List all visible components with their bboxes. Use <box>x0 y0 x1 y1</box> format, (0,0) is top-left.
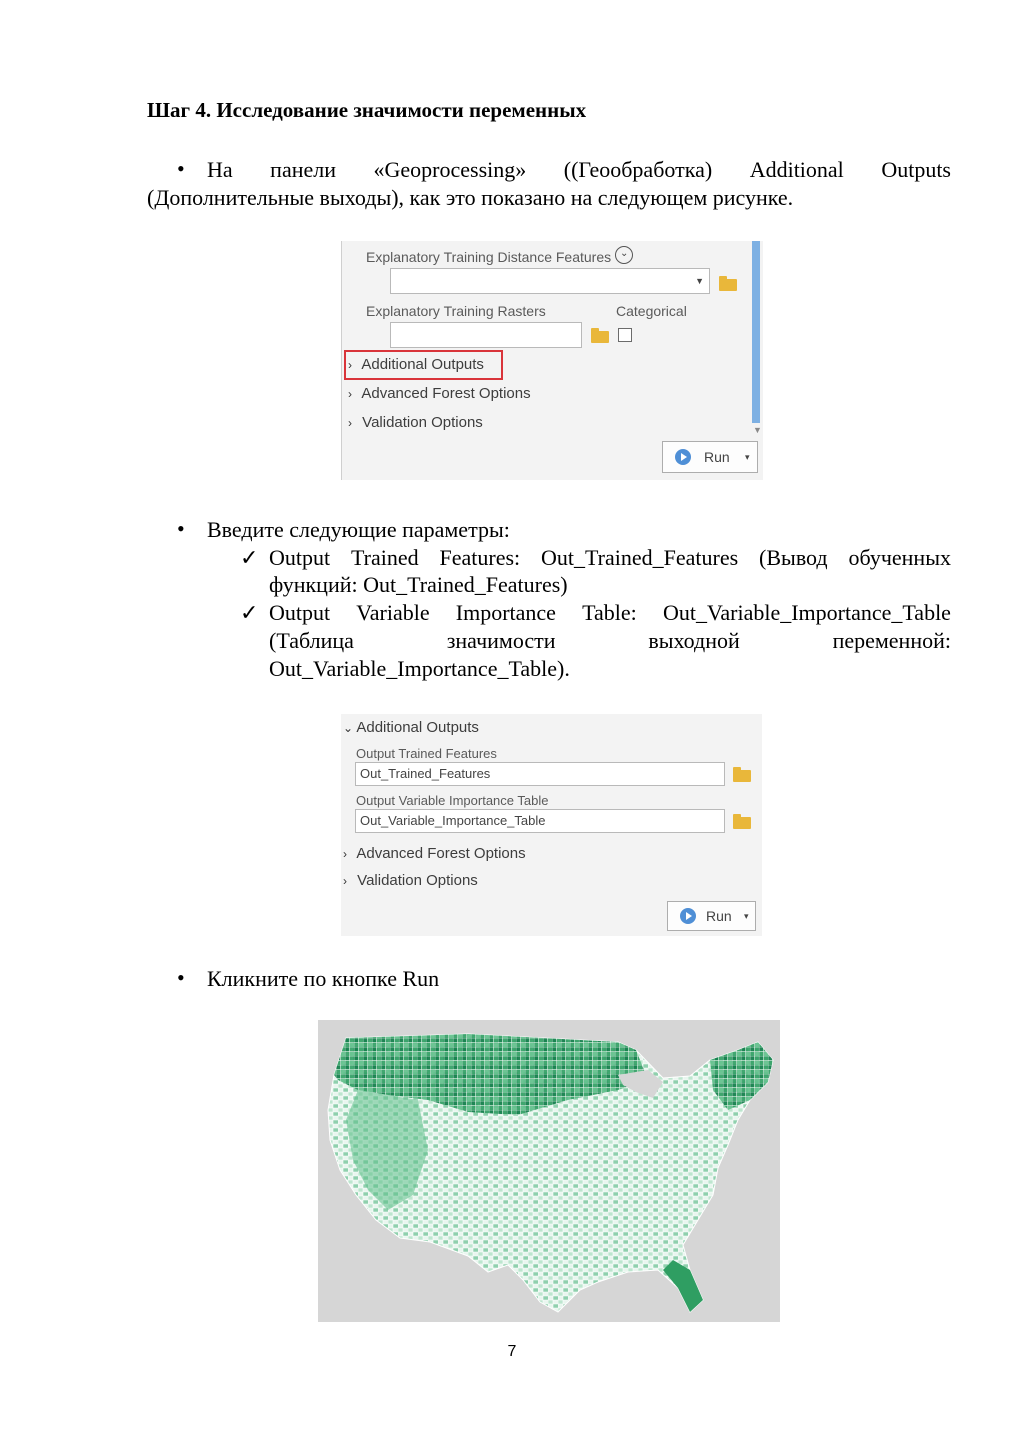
chevron-down-icon: ⌄ <box>343 721 354 735</box>
word: обученных <box>848 545 951 570</box>
word: (Таблица <box>269 628 354 653</box>
word: Out_Variable_Importance_Table <box>662 600 951 625</box>
section-additional-outputs-open[interactable] <box>343 719 479 736</box>
item2-line2 <box>269 627 951 655</box>
chevron-right-icon: › <box>348 387 352 401</box>
run-label: Run <box>706 908 732 924</box>
para1-line2: (Дополнительные выходы), как это показано на следующем рисунке. <box>147 185 794 210</box>
item1-line1 <box>269 544 951 572</box>
item1-line2: функций: Out_Trained_Features) <box>269 572 568 597</box>
word: Table: <box>582 600 637 625</box>
word: Additional <box>749 157 844 182</box>
bullet: • <box>177 965 185 990</box>
para3: Кликните по кнопке Run <box>207 966 440 991</box>
word: Outputs <box>881 157 951 182</box>
run-button[interactable] <box>667 901 756 931</box>
chevron-right-icon: › <box>343 847 347 861</box>
trained-features-input[interactable] <box>355 762 725 786</box>
folder-icon[interactable] <box>591 331 609 343</box>
section-validation-options[interactable] <box>343 872 478 889</box>
word: Trained <box>350 545 419 570</box>
item2-line3: Out_Variable_Importance_Table). <box>269 656 570 681</box>
folder-icon[interactable] <box>719 279 737 291</box>
section-label: Additional Outputs <box>356 719 479 736</box>
word: панели <box>270 157 336 182</box>
word: Importance <box>455 600 556 625</box>
section-advanced-forest-options[interactable] <box>348 385 531 402</box>
word: ((Геообработка) <box>563 157 713 182</box>
bullet: • <box>177 516 185 541</box>
bullet: • <box>177 156 185 181</box>
importance-table-input[interactable] <box>355 809 725 833</box>
word: Output <box>269 600 331 625</box>
section-label: Advanced Forest Options <box>361 385 531 402</box>
chevron-right-icon: › <box>348 358 352 372</box>
chevron-right-icon: › <box>343 874 347 888</box>
word: значимости <box>446 628 556 653</box>
run-play-icon <box>680 908 696 924</box>
check-mark: ✓ <box>240 600 259 625</box>
para2-intro: Введите следующие параметры: <box>207 517 510 542</box>
distance-features-input[interactable] <box>390 268 710 294</box>
word: На <box>207 157 233 182</box>
run-label: Run <box>704 449 730 465</box>
section-additional-outputs[interactable] <box>348 356 484 373</box>
chevron-circle-icon[interactable]: ⌄ <box>615 246 633 264</box>
us-county-map-svg <box>318 1020 780 1322</box>
importance-table-value: Out_Variable_Importance_Table <box>360 813 546 828</box>
check-mark: ✓ <box>240 545 259 570</box>
trained-features-label: Output Trained Features <box>356 746 497 761</box>
dropdown-caret-icon[interactable]: ▾ <box>745 452 750 462</box>
folder-icon[interactable] <box>733 817 751 829</box>
trained-features-value: Out_Trained_Features <box>360 766 491 781</box>
word: Out_Trained_Features <box>541 545 739 570</box>
run-button[interactable] <box>662 441 758 473</box>
categorical-checkbox[interactable] <box>618 328 632 342</box>
section-validation-options[interactable] <box>348 414 483 431</box>
item2-line1 <box>269 599 951 627</box>
word: выходной <box>648 628 740 653</box>
word: «Geoprocessing» <box>373 157 527 182</box>
section-label: Validation Options <box>362 414 483 431</box>
word: Variable <box>356 600 430 625</box>
dropdown-caret-icon[interactable]: ▼ <box>695 276 704 286</box>
word: Output <box>269 545 331 570</box>
step-heading: Шаг 4. Исследование значимости переменных <box>147 98 587 122</box>
folder-icon[interactable] <box>733 770 751 782</box>
section-advanced-forest-options[interactable] <box>343 845 526 862</box>
word: Features: <box>439 545 521 570</box>
section-label: Additional Outputs <box>361 356 484 373</box>
us-county-map <box>318 1020 780 1322</box>
para1-line1 <box>207 156 951 184</box>
word: переменной: <box>832 628 951 653</box>
dropdown-caret-icon[interactable]: ▾ <box>744 911 749 921</box>
chevron-right-icon: › <box>348 416 352 430</box>
scrollbar[interactable] <box>752 241 760 423</box>
section-label: Validation Options <box>357 872 478 889</box>
word: (Вывод <box>759 545 828 570</box>
section-label: Advanced Forest Options <box>356 845 526 862</box>
geoprocessing-panel-2 <box>341 714 762 936</box>
run-play-icon <box>675 449 691 465</box>
importance-table-label: Output Variable Importance Table <box>356 793 549 808</box>
training-rasters-label: Explanatory Training Rasters <box>366 303 546 319</box>
categorical-label: Categorical <box>616 303 687 319</box>
geoprocessing-panel-1 <box>341 241 763 480</box>
scroll-down-icon[interactable]: ▼ <box>753 425 762 435</box>
page-number: 7 <box>507 1343 517 1360</box>
distance-features-label: Explanatory Training Distance Features <box>366 249 612 265</box>
training-rasters-input[interactable] <box>390 322 582 348</box>
